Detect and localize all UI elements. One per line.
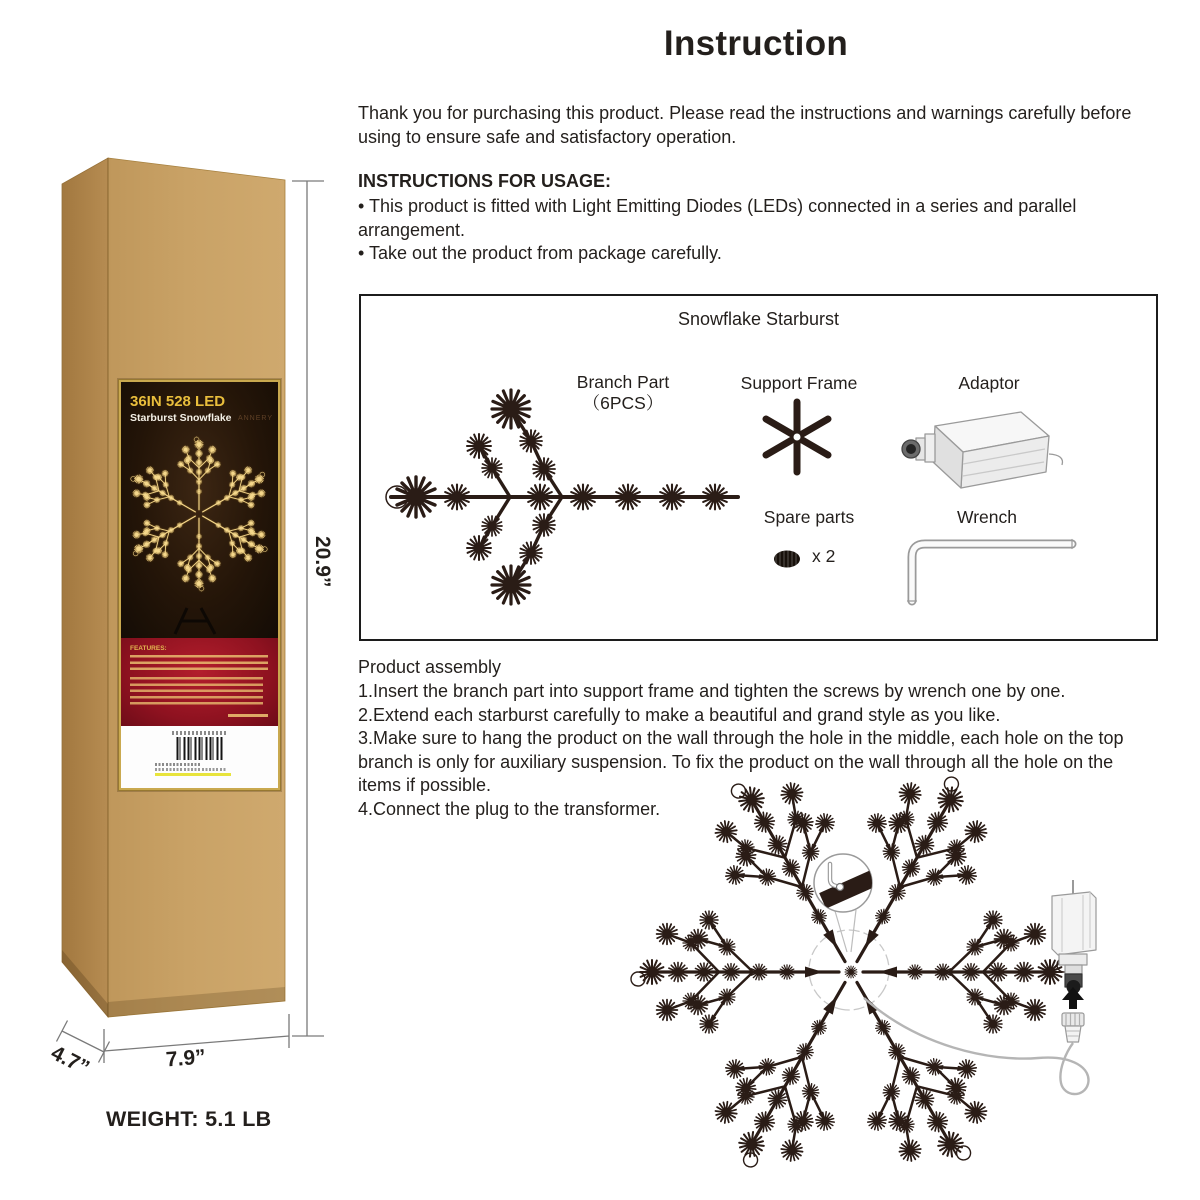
weight-text: WEIGHT: 5.1 LB (106, 1107, 272, 1131)
adaptor-drawing (902, 412, 1062, 488)
intro-paragraph: Thank you for purchasing this product. Please read the instructions and warnings carefully before using to ensure safe and satisfactory operation. (358, 103, 1132, 147)
carton-label (118, 379, 281, 791)
dimension-width: 7.9” (165, 1045, 207, 1072)
usage-bullet: • Take out the product from package carefully. (358, 243, 722, 263)
spare-parts-label: Spare parts (763, 507, 855, 527)
power-cable (864, 998, 1089, 1094)
barcode-sub-text (155, 763, 201, 766)
dimension-depth: 4.7” (47, 1041, 93, 1080)
center-arrows (805, 929, 897, 1014)
parts-box-title: Snowflake Starburst (677, 309, 840, 329)
spare-parts-qty: x 2 (812, 546, 836, 566)
features-heading: FEATURES: (130, 645, 167, 652)
features-text-lines (130, 677, 263, 707)
branch-part-label (548, 372, 698, 414)
dimension-height: 20.9” (311, 536, 334, 588)
barcode-top-text (172, 731, 228, 735)
branch-part-drawing (386, 390, 738, 604)
support-frame-drawing (766, 402, 828, 472)
page-title: Instruction (663, 24, 849, 63)
wrench-label: Wrench (957, 507, 1017, 527)
branch-part-name: Branch Part (576, 372, 670, 392)
label-features-panel (121, 638, 278, 726)
assembly-step: 1.Insert the branch part into support frame and tighten the screws by wrench one by one. (358, 681, 1066, 701)
barcode-sub-text (155, 768, 227, 771)
assembly-step: 4.Connect the plug to the transformer. (358, 798, 661, 819)
assembly-step: 2.Extend each starburst carefully to make a beautiful and grand style as you like. (358, 704, 1001, 725)
transformer-drawing (1052, 880, 1096, 1042)
connect-arrow-icon (1062, 987, 1084, 1009)
plug-drawing (1062, 1013, 1084, 1042)
support-frame-label: Support Frame (740, 373, 858, 393)
assembly-step: 3.Make sure to hang the product on the wall through the hole in the middle, each hole on the top branch is only for auxiliary suspension. To fix the product on the wall through all the hole on the items if possible. (358, 728, 1124, 795)
assembly-heading: Product assembly (358, 657, 502, 677)
branch-part-qty: （6PCS） (582, 393, 664, 413)
spare-screw-drawing (774, 551, 800, 568)
features-code-line (228, 714, 268, 718)
wrench-drawing (908, 540, 1073, 602)
usage-heading: INSTRUCTIONS FOR USAGE: (358, 171, 612, 191)
stand-silhouette (175, 608, 215, 634)
label-photo (121, 382, 278, 638)
barcode (176, 737, 223, 760)
usage-bullet: • This product is fitted with Light Emitting Diodes (LEDs) connected in a series and parallel arrangement. (358, 196, 1077, 240)
adaptor-label: Adaptor (958, 373, 1020, 393)
label-background-sign: ANNERY (237, 415, 273, 422)
features-text-lines (130, 655, 268, 672)
barcode-highlight-line (155, 773, 231, 776)
label-subtitle: Starburst Snowflake (130, 412, 232, 424)
assembly-steps (358, 680, 1150, 821)
label-barcode-panel (121, 726, 278, 788)
label-title: 36IN 528 LED (130, 393, 226, 410)
